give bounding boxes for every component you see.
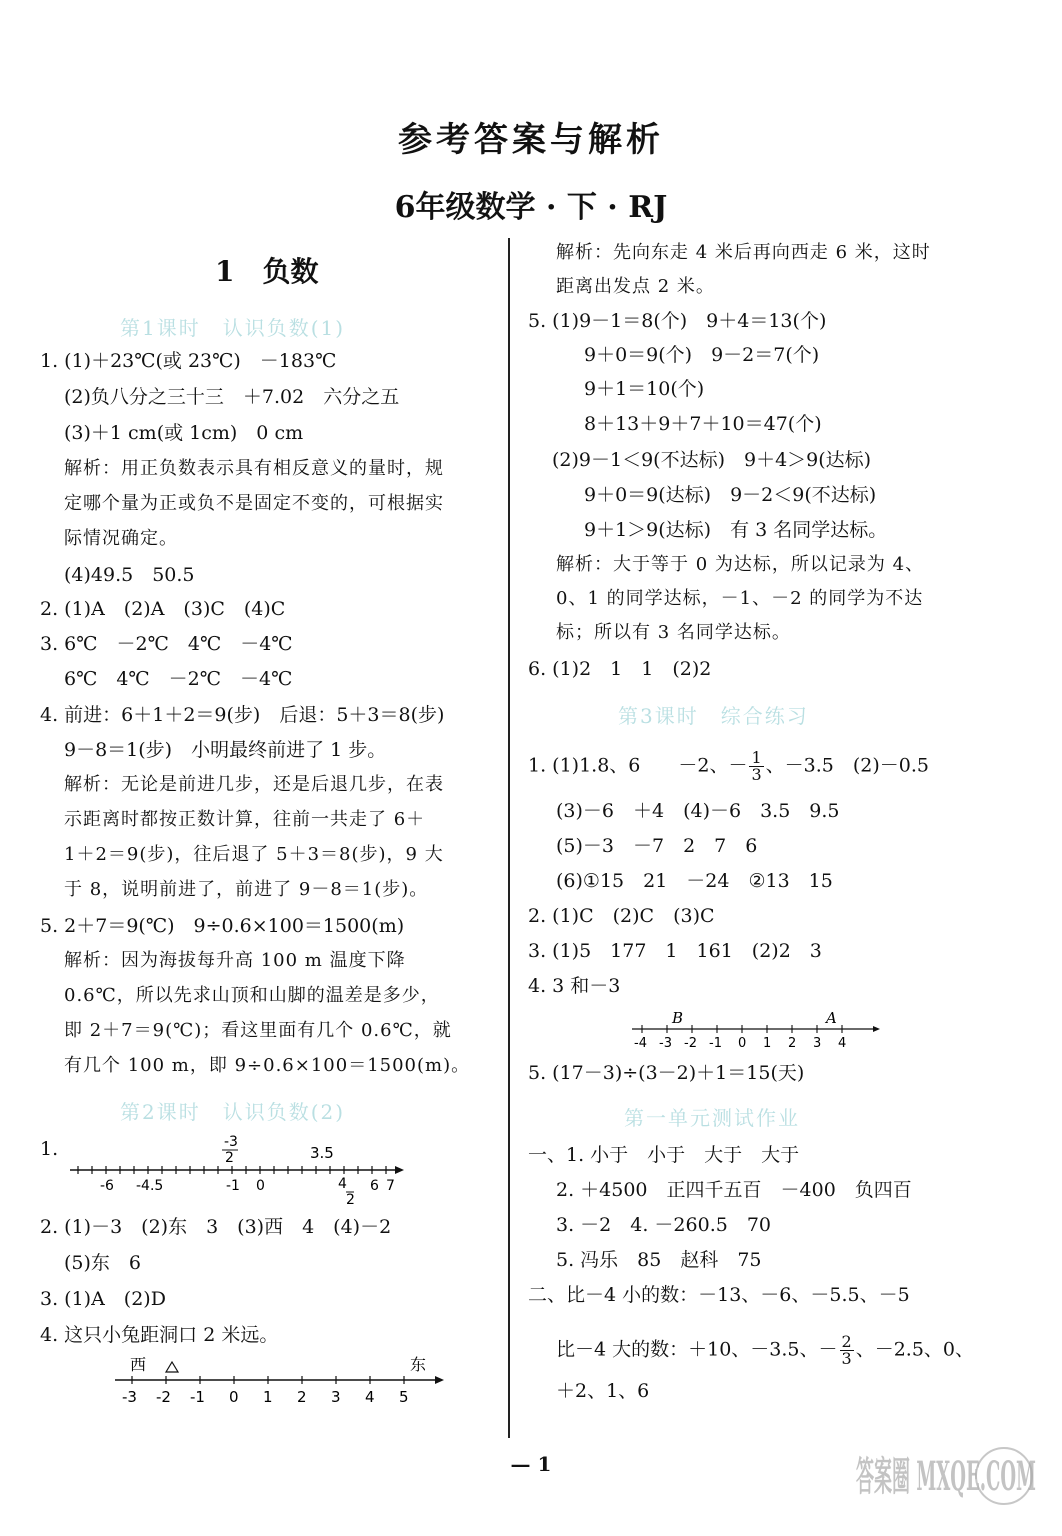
fraction-denominator: 3 [751, 765, 762, 784]
nl3-tick-label: -1 [709, 1036, 722, 1051]
nl2-tick-label: 3 [331, 1388, 341, 1406]
analysis-line: 0.6℃，所以先求山顶和山脚的温差是多少， [64, 985, 440, 1006]
nl2-east-label: 东 [410, 1355, 427, 1374]
analysis-line: 1＋2＝9(步)，往后退了 5＋3＝8(步)，9 大 [64, 844, 444, 865]
answer-text: 1. (1)1.8、6 －2、－ [528, 754, 748, 777]
analysis-line: 0、1 的同学达标，－1、－2 的同学为不达 [556, 588, 924, 609]
nl2-tick-label: -2 [156, 1388, 171, 1406]
section-heading-1: 第1课时 认识负数(1) [120, 316, 346, 340]
answer-line: 3. －2 4. －260.5 70 [556, 1214, 771, 1236]
fraction-numerator: 2 [841, 1332, 852, 1351]
nl3-tick-label: 3 [813, 1036, 822, 1051]
answer-line: 9＋1＝10(个) [584, 378, 705, 400]
page-subtitle: 6年级数学 · 下 · RJ [394, 190, 668, 225]
watermark-text: 答案圈 MXQE.COM [856, 1453, 1036, 1500]
nl3-tick-label: 2 [788, 1036, 797, 1051]
answer-line: 4. 3 和－3 [528, 975, 621, 997]
nl2-tick-label: 5 [399, 1388, 409, 1406]
nl1-label-3-5: 3.5 [310, 1144, 334, 1162]
analysis-line: 解析：大于等于 0 为达标，所以记录为 4、 [556, 554, 925, 575]
answer-line: 5. 冯乐 85 赵科 75 [556, 1249, 762, 1271]
analysis-line: 定哪个量为正或负不是固定不变的，可根据实 [64, 493, 444, 514]
answer-line: 3. (1)A (2)D [40, 1288, 166, 1310]
answer-line [528, 750, 929, 783]
nl1-label-0: 0 [256, 1178, 265, 1194]
nl1-label-neg1: -1 [226, 1178, 240, 1194]
answer-line: 2. (1)C (2)C (3)C [528, 905, 715, 927]
answer-line: 5. 2＋7＝9(℃) 9÷0.6×100＝1500(m) [40, 915, 405, 937]
nl3-point-b: B [672, 1009, 684, 1027]
answer-text: 、－2.5、0、 [855, 1338, 975, 1361]
answer-line: 一、1. 小于 小于 大于 大于 [528, 1144, 800, 1166]
nl2-tick-label: -3 [122, 1388, 137, 1406]
analysis-line: 解析：先向东走 4 米后再向西走 6 米，这时 [556, 242, 931, 263]
analysis-line: 解析：无论是前进几步，还是后退几步，在表 [64, 774, 444, 795]
analysis-line: 距离出发点 2 米。 [556, 276, 715, 297]
answer-line: 5. (1)9－1＝8(个) 9＋4＝13(个) [528, 310, 827, 332]
answer-line: 二、比－4 小的数：－13、－6、－5.5、－5 [528, 1284, 910, 1306]
nl2-tick-label: 2 [297, 1388, 307, 1406]
answer-line: (5)－3 －7 2 7 6 [556, 835, 758, 857]
answer-line: (5)东 6 [64, 1252, 142, 1274]
answer-line: 9＋1＞9(达标) 有 3 名同学达标。 [584, 519, 888, 541]
nl2-tick-label: 1 [263, 1388, 273, 1406]
analysis-line: 示距离时都按正数计算，往前一共走了 6＋ [64, 809, 426, 830]
section-heading-4: 第一单元测试作业 [624, 1106, 800, 1130]
answer-line: (4)49.5 50.5 [64, 564, 195, 586]
nl2-west-label: 西 [130, 1355, 147, 1374]
section-heading-2: 第2课时 认识负数(2) [120, 1100, 346, 1124]
number-line-1 [70, 1130, 410, 1206]
answer-line: 2. ＋4500 正四千五百 －400 负四百 [556, 1179, 912, 1201]
answer-line: 5. (17－3)÷(3－2)＋1＝15(天) [528, 1062, 805, 1084]
analysis-line: 解析：用正负数表示具有相反意义的量时，规 [64, 458, 444, 479]
nl3-tick-label: -4 [634, 1036, 647, 1051]
nl3-tick-label: 0 [738, 1036, 747, 1051]
answer-line: (3)－6 ＋4 (4)－6 3.5 9.5 [556, 800, 840, 822]
answer-text: 、－3.5 (2)－0.5 [765, 754, 930, 777]
fraction [749, 750, 763, 783]
analysis-line: 有几个 100 m，即 9÷0.6×100＝1500(m)。 [64, 1055, 471, 1076]
answer-line: 8＋13＋9＋7＋10＝47(个) [584, 413, 822, 435]
column-divider [508, 238, 510, 1438]
nl3-point-a: A [826, 1009, 837, 1027]
answer-line: 9－8＝1(步) 小明最终前进了 1 步。 [64, 739, 387, 761]
section-heading-3: 第3课时 综合练习 [618, 704, 809, 728]
nl2-tick-label: 0 [229, 1388, 239, 1406]
answer-line: 2. (1)A (2)A (3)C (4)C [40, 598, 286, 620]
analysis-line: 于 8，说明前进了，前进了 9－8＝1(步)。 [64, 879, 429, 900]
fraction-denominator: 3 [841, 1349, 852, 1368]
nl3-tick-label: -2 [684, 1036, 697, 1051]
nl3-tick-label: 4 [838, 1036, 847, 1051]
answer-line: 1. (1)＋23℃(或 23℃) －183℃ [40, 350, 337, 372]
answer-line: 1. [40, 1138, 59, 1160]
analysis-line: 标；所以有 3 名同学达标。 [556, 622, 791, 643]
nl1-label-frac-num: -3 [224, 1134, 238, 1150]
nl1-label-frac2-num: 4 [338, 1176, 347, 1192]
answer-line: 3. 6℃ －2℃ 4℃ －4℃ [40, 633, 293, 655]
analysis-line: 解析：因为海拔每升高 100 m 温度下降 [64, 950, 406, 971]
nl3-tick-label: 1 [763, 1036, 772, 1051]
answer-line: (6)①15 21 －24 ②13 15 [556, 870, 833, 892]
answer-line: 9＋0＝9(达标) 9－2＜9(不达标) [584, 484, 877, 506]
analysis-line: 即 2＋7＝9(℃)；看这里面有几个 0.6℃，就 [64, 1020, 452, 1041]
nl2-tick-label: -1 [190, 1388, 205, 1406]
answer-line: (2)负八分之三十三 ＋7.02 六分之五 [64, 386, 400, 408]
chapter-title: 1 负数 [215, 255, 319, 288]
number-line-2 [110, 1350, 450, 1410]
number-line-3 [628, 1005, 888, 1051]
answer-line: 4. 前进：6＋1＋2＝9(步) 后退：5＋3＝8(步) [40, 704, 445, 726]
nl1-label-neg6: -6 [100, 1178, 114, 1194]
answer-line: 3. (1)5 177 1 161 (2)2 3 [528, 940, 822, 962]
nl1-label-7: 7 [386, 1178, 395, 1194]
nl1-label-6: 6 [370, 1178, 379, 1194]
answer-line: (2)9－1＜9(不达标) 9＋4＞9(达标) [552, 449, 872, 471]
answer-line: 9＋0＝9(个) 9－2＝7(个) [584, 344, 820, 366]
answer-line [556, 1334, 974, 1367]
page-title: 参考答案与解析 [398, 120, 664, 160]
answer-line: (3)＋1 cm(或 1cm) 0 cm [64, 422, 304, 444]
answer-line: 2. (1)－3 (2)东 3 (3)西 4 (4)－2 [40, 1216, 392, 1238]
watermark-logo [852, 1442, 1042, 1528]
nl1-label-frac2-den: 2 [346, 1192, 355, 1206]
nl1-label-frac-den: 2 [225, 1150, 234, 1166]
answer-line: 4. 这只小兔距洞口 2 米远。 [40, 1324, 279, 1346]
answer-line: ＋2、1、6 [556, 1380, 650, 1402]
page-number: — 1 [510, 1452, 552, 1476]
fraction [840, 1334, 854, 1367]
nl1-label-neg4-5: -4.5 [136, 1178, 164, 1194]
analysis-line: 际情况确定。 [64, 528, 178, 549]
fraction-numerator: 1 [751, 748, 762, 767]
rabbit-marker-icon [166, 1362, 178, 1372]
answer-line: 6℃ 4℃ －2℃ －4℃ [64, 668, 293, 690]
nl3-tick-label: -3 [659, 1036, 672, 1051]
nl2-tick-label: 4 [365, 1388, 375, 1406]
answer-text: 比－4 大的数：＋10、－3.5、－ [556, 1338, 838, 1361]
answer-line: 6. (1)2 1 1 (2)2 [528, 658, 712, 680]
